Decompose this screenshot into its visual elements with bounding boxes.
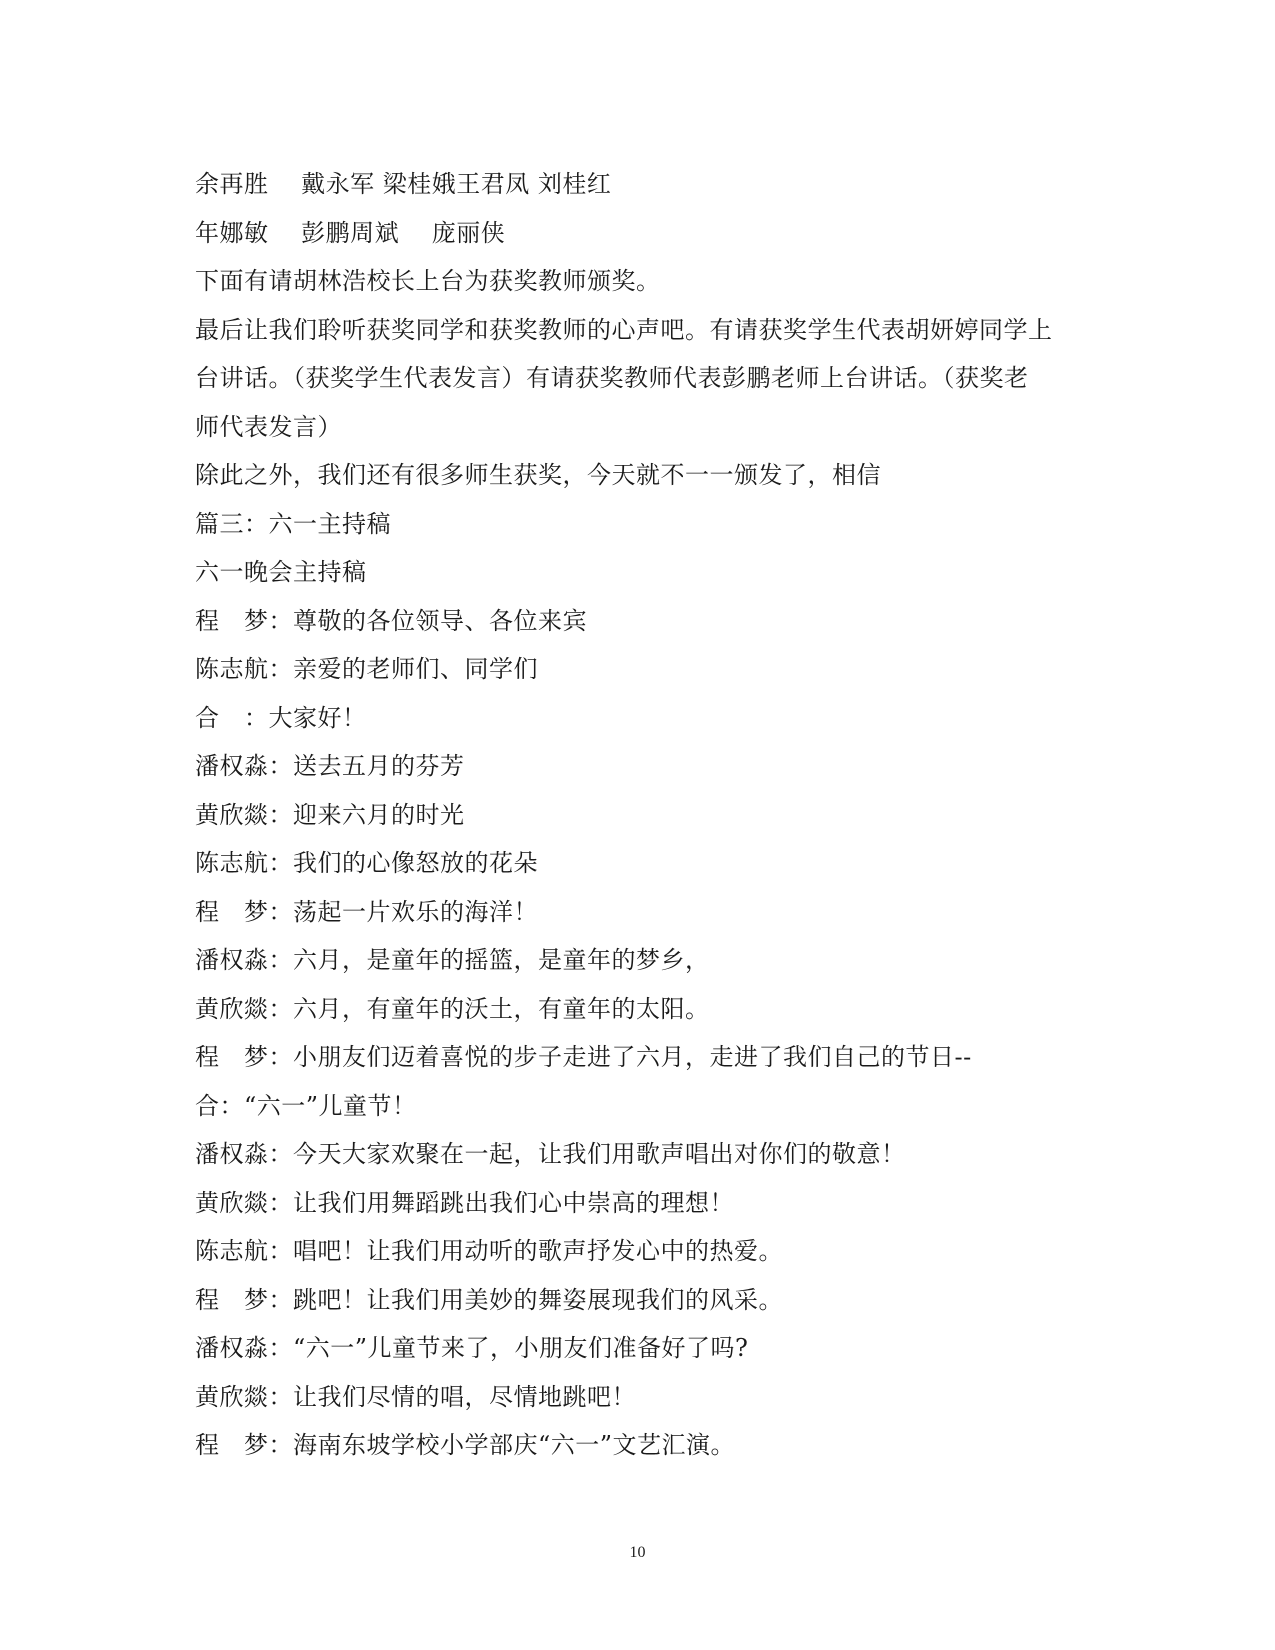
dialogue-line: 潘权淼：六月，是童年的摇篮，是童年的梦乡， — [195, 946, 710, 974]
dialogue-line: 程 梦：海南东坡学校小学部庆“六一”文艺汇演。 — [195, 1431, 736, 1459]
dialogue-line: 陈志航：亲爱的老师们、同学们 — [195, 655, 538, 683]
dialogue-line: 潘权淼：送去五月的芬芳 — [195, 752, 465, 780]
dialogue-line: 程 梦：荡起一片欢乐的海洋！ — [195, 897, 538, 926]
dialogue-line: 合 ：大家好！ — [195, 703, 367, 732]
text-line: 余再胜 戴永军 梁桂娥王君凤 刘桂红 — [195, 170, 612, 198]
dialogue-line: 潘权淼：今天大家欢聚在一起，让我们用歌声唱出对你们的敬意！ — [195, 1140, 906, 1168]
dialogue-line: 黄欣燚：六月，有童年的沃土，有童年的太阳。 — [195, 994, 710, 1023]
script-title: 六一晚会主持稿 — [195, 558, 367, 586]
dialogue-line: 陈志航：唱吧！让我们用动听的歌声抒发心中的热爱。 — [195, 1237, 783, 1265]
dialogue-line: 潘权淼：“六一”儿童节来了，小朋友们准备好了吗? — [195, 1334, 749, 1362]
text-line: 台讲话。（获奖学生代表发言）有请获奖教师代表彭鹏老师上台讲话。（获奖老 — [195, 364, 1029, 392]
dialogue-line: 黄欣燚：让我们用舞蹈跳出我们心中崇高的理想！ — [195, 1188, 734, 1217]
text-line: 除此之外，我们还有很多师生获奖，今天就不一一颁发了，相信 — [195, 461, 881, 489]
section-heading: 篇三：六一主持稿 — [195, 509, 391, 538]
document-body — [195, 160, 1085, 1470]
text-line: 最后让我们聆听获奖同学和获奖教师的心声吧。有请获奖学生代表胡妍婷同学上 — [195, 315, 1053, 344]
text-line: 年娜敏 彭鹏周斌 庞丽侠 — [195, 218, 506, 247]
text-line: 师代表发言） — [195, 412, 342, 441]
dialogue-line: 程 梦：尊敬的各位领导、各位来宾 — [195, 606, 587, 635]
dialogue-line: 黄欣燚：迎来六月的时光 — [195, 800, 465, 829]
dialogue-line: 程 梦：小朋友们迈着喜悦的步子走进了六月，走进了我们自己的节日-- — [195, 1043, 972, 1071]
text-line: 下面有请胡林浩校长上台为获奖教师颁奖。 — [195, 267, 661, 295]
dialogue-line: 黄欣燚：让我们尽情的唱，尽情地跳吧！ — [195, 1382, 636, 1411]
dialogue-line: 合：“六一”儿童节！ — [195, 1091, 417, 1120]
dialogue-line: 陈志航：我们的心像怒放的花朵 — [195, 849, 538, 877]
dialogue-line: 程 梦：跳吧！让我们用美妙的舞姿展现我们的风采。 — [195, 1285, 783, 1314]
page-number: 10 — [629, 1544, 646, 1561]
